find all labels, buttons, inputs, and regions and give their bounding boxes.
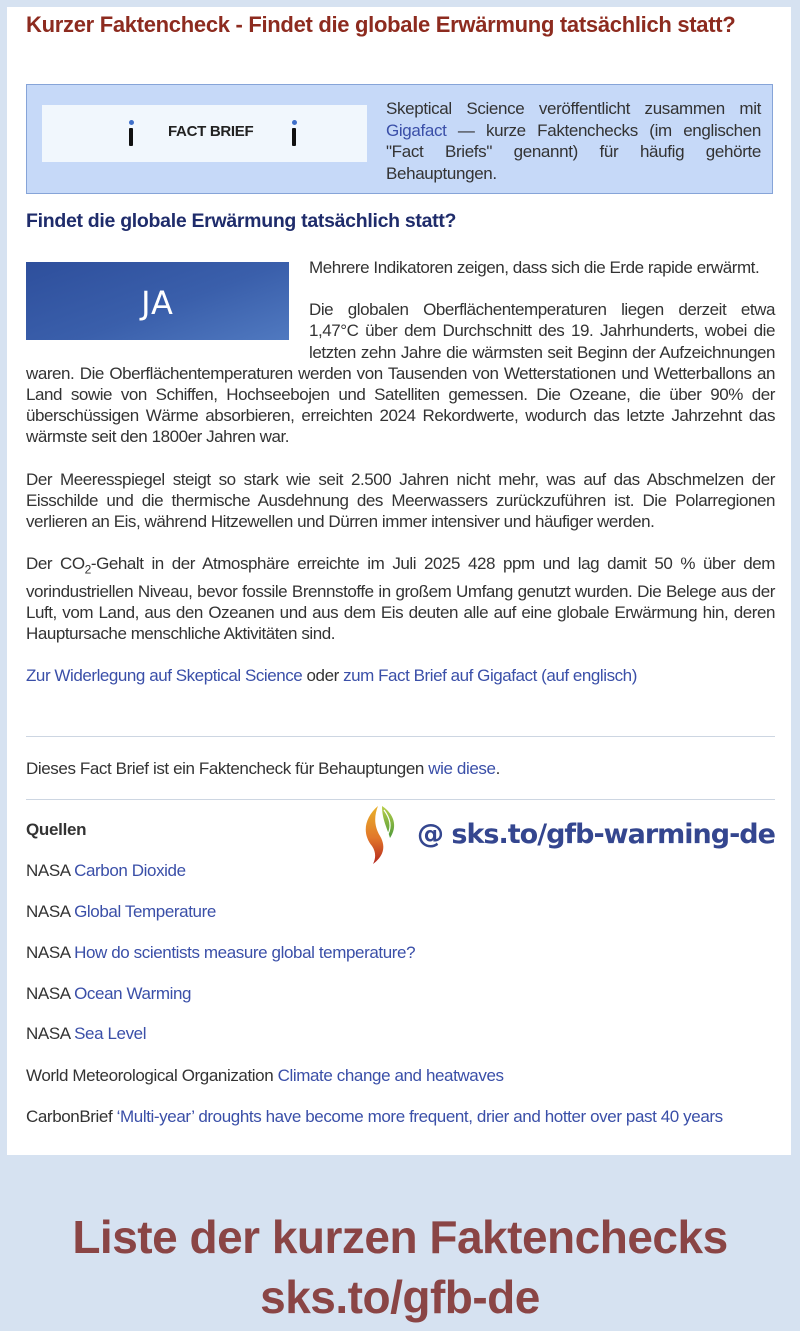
article-body: [26, 257, 775, 708]
source-link[interactable]: Sea Level: [74, 1024, 147, 1043]
source-item: NASA Carbon Dioxide: [26, 861, 186, 880]
info-icon: [128, 120, 134, 148]
source-link[interactable]: Climate change and heatwaves: [277, 1066, 504, 1085]
paragraph-sea-level: Der Meeresspiegel steigt so stark wie seit 2.500 Jahren nicht mehr, was auf das Abschmelzen der Eisschilde und die thermische Ausdehnung des Meerwassers zurückzuführen ist. Die Polarregionen verlieren an Eis, während Hitzewellen und Dürren immer intensiver und häufiger werden.: [26, 469, 775, 532]
short-link-text: @ sks.to/gfb-warming-de: [417, 819, 775, 850]
divider: [26, 799, 775, 800]
source-item: World Meteorological Organization Climate change and heatwaves: [26, 1066, 504, 1085]
fact-brief-logo: [42, 105, 367, 162]
gigafact-fact-brief-link[interactable]: zum Fact Brief auf Gigafact (auf englisch): [343, 666, 637, 686]
footer-short-link[interactable]: sks.to/gfb-de: [260, 1271, 540, 1323]
fact-brief-logo-text: FACT BRIEF: [168, 123, 254, 140]
divider: [26, 736, 775, 737]
sks-brand-banner: [360, 804, 780, 866]
footer-list-title: Liste der kurzen Faktenchecks: [72, 1211, 728, 1263]
paragraph-indicators: Mehrere Indikatoren zeigen, dass sich die Erde rapide erwärmt.: [309, 258, 760, 277]
source-item: NASA How do scientists measure global temperature?: [26, 943, 416, 962]
source-item: NASA Global Temperature: [26, 902, 216, 921]
sks-leaf-logo-icon: [360, 804, 410, 866]
page-title: Kurzer Faktencheck - Findet die globale Erwärmung tatsächlich statt?: [26, 12, 736, 37]
paragraph-co2: Der $CO_2$-Gehalt in der Atmosphäre erreichte im Juli 2025 428 ppm und lag damit 50 % über dem vorindustriellen Niveau, bevor fossile Brennstoffe in großem Umfang genutzt wurden. Die Belege aus der Luft, vom Land, aus den Ozeanen und aus dem Eis deuten alle auf eine globale Erwärmung hin, deren Hauptursache menschliche Aktivitäten sind.: [26, 554, 775, 644]
source-item: NASA Sea Level: [26, 1024, 147, 1043]
claims-line: Dieses Fact Brief ist ein Faktencheck für Behauptungen wie diese.: [26, 759, 500, 778]
further-links: Zur Widerlegung auf Skeptical Science oder zum Fact Brief auf Gigafact (auf englisch): [26, 666, 637, 686]
fact-brief-intro-box: [26, 84, 773, 194]
source-item: NASA Ocean Warming: [26, 984, 192, 1003]
article-panel: [7, 7, 791, 1155]
paragraph-temperatures: Die globalen Oberflächentemperaturen liegen derzeit etwa 1,47°C über dem Durchschnitt des 19. Jahrhunderts, wobei die letzten zehn Jahre die wärmsten seit Beginn der Aufzeichnungen waren. Die Oberflächentemperaturen werden von Tausenden von Wetterstationen und Wetterballons an Land sowie von Schiffen, Hochseebojen und Satelliten gemessen. Die Ozeane, die über 90% der überschüssigen Wärme absorbieren, erreichten 2024 Rekordwerte, wodurch das letzte Jahrzehnt das wärmste seit den 1800er Jahren war.: [26, 300, 775, 447]
source-link[interactable]: Carbon Dioxide: [74, 861, 186, 880]
sources-heading: Quellen: [26, 820, 87, 839]
source-link[interactable]: ‘Multi-year’ droughts have become more frequent, drier and hotter over past 40 years: [116, 1107, 723, 1126]
answer-badge-text: JA: [141, 284, 174, 322]
source-link[interactable]: How do scientists measure global temperature?: [74, 943, 416, 962]
fact-brief-description: Skeptical Science veröffentlicht zusammen mit Gigafact — kurze Faktenchecks (im englischen "Fact Briefs" genannt) für häufig gehörte Behauptungen.: [386, 99, 761, 183]
gigafact-link[interactable]: Gigafact: [386, 120, 447, 140]
info-icon: [291, 120, 297, 148]
claims-link[interactable]: wie diese: [428, 759, 496, 778]
source-item: CarbonBrief ‘Multi-year’ droughts have become more frequent, drier and hotter over past 40 years: [26, 1107, 723, 1126]
question-heading: Findet die globale Erwärmung tatsächlich statt?: [26, 210, 457, 232]
skeptical-science-rebuttal-link[interactable]: Zur Widerlegung auf Skeptical Science: [26, 666, 303, 686]
source-link[interactable]: Ocean Warming: [74, 984, 192, 1003]
source-link[interactable]: Global Temperature: [74, 902, 216, 921]
